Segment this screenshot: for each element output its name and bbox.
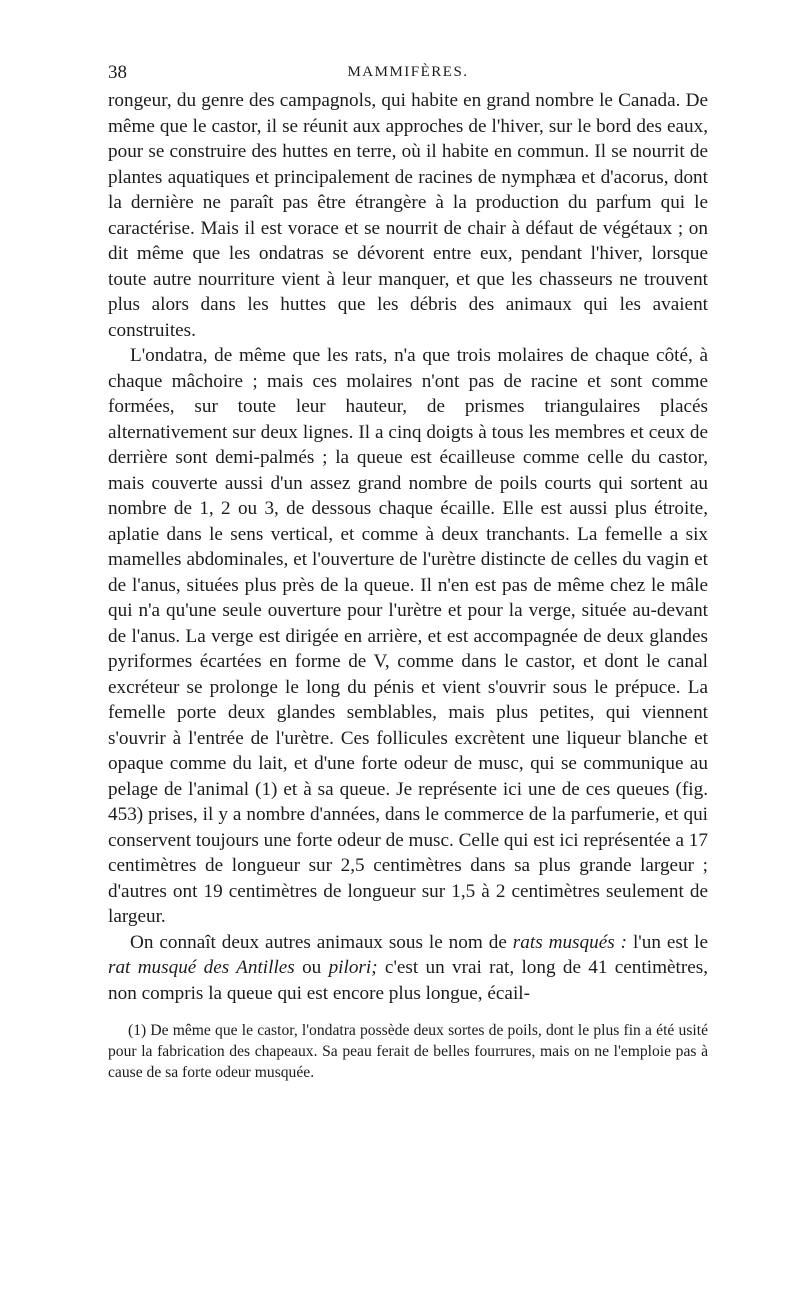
italic-term-pilori: pilori; (328, 957, 378, 978)
book-page (108, 58, 708, 1083)
body-text (108, 88, 708, 1006)
italic-term-rat-musque-antilles: rat musqué des Antilles (108, 957, 295, 978)
paragraph-1: rongeur, du genre des campagnols, qui habite en grand nombre le Canada. De même que le castor, il se réunit aux approches de l'hiver, sur le bord des eaux, pour se construire des huttes en terre, où il habite en commun. Il se nourrit de plantes aquatiques et principalement de racines de nymphæa et d'acorus, dont la dernière ne paraît pas être étrangère à la production du parfum qui le caractérise. Mais il est vorace et se nourrit de chair à défaut de végétaux ; on dit même que les ondatras se dévorent entre eux, pendant l'hiver, lorsque toute autre nourriture vient à leur manquer, et que les chasseurs ne trouvent plus alors dans les huttes que les débris des animaux qui les avaient construites. (108, 90, 708, 341)
running-title: MAMMIFÈRES. (347, 64, 469, 80)
page-number: 38 (108, 62, 127, 83)
text-run: l'un est le (627, 931, 708, 953)
paragraph-2: L'ondatra, de même que les rats, n'a que trois molaires de chaque côté, à chaque mâchoire ; mais ces molaires n'ont pas de racine et sont comme formées, sur toute leur hauteur, de prismes triangulaires placés alternativement sur deux lignes. Il a cinq doigts à tous les membres et ceux de derrière sont demi-palmés ; la queue est écailleuse comme celle du castor, mais couverte aussi d'un assez grand nombre de poils courts qui sortent au nombre de 1, 2 ou 3, de dessous chaque écaille. Elle est aussi plus étroite, aplatie dans le sens vertical, et comme à deux tranchants. La femelle a six mamelles abdominales, et l'ouverture de l'urètre distincte de celles du vagin et de l'anus, situées plus près de la queue. Il n'en est pas de même chez le mâle qui n'a qu'une seule ouverture pour l'urètre et pour la verge, située au-devant de l'anus. La verge est dirigée en arrière, et est accompagnée de deux glandes pyriformes écartées en forme de V, comme dans le castor, et dont le canal excréteur se prolonge le long du pénis et vient s'ouvrir sous le prépuce. La femelle porte deux glandes semblables, mais plus petites, qui viennent s'ouvrir à l'entrée de l'urètre. Ces follicules excrètent une liqueur blanche et opaque comme du lait, et d'une forte odeur de musc, qui se communique au pelage de l'animal (1) et à sa queue. Je représente ici une de ces queues (fig. 453) prises, il y a nombre d'années, dans le commerce de la parfumerie, et qui conservent toujours une forte odeur de musc. Celle qui est ici représentée a 17 centimètres de longueur sur 2,5 centimètres dans sa plus grande largeur ; d'autres ont 19 centimètres de longueur sur 1,5 à 2 centimètres seulement de largeur. (108, 345, 708, 927)
footnote (108, 1020, 708, 1083)
footnote-text: (1) De même que le castor, l'ondatra possède deux sortes de poils, dont le plus fin a été usité pour la fabrication des chapeaux. Sa peau ferait de belles fourrures, mais on ne l'emploie pas à cause de sa forte odeur musquée. (108, 1022, 708, 1081)
italic-term-rats-musques: rats musqués : (512, 931, 628, 953)
running-head (108, 58, 708, 88)
text-run: c'est un vrai rat, long de 41 centimètres, non compris la queue qui est encore plus longue, écail- (108, 957, 709, 1004)
text-run: ou (294, 957, 329, 978)
paragraph-3 (108, 930, 708, 1007)
text-run: On connaît deux autres animaux sous le nom de (130, 931, 513, 953)
